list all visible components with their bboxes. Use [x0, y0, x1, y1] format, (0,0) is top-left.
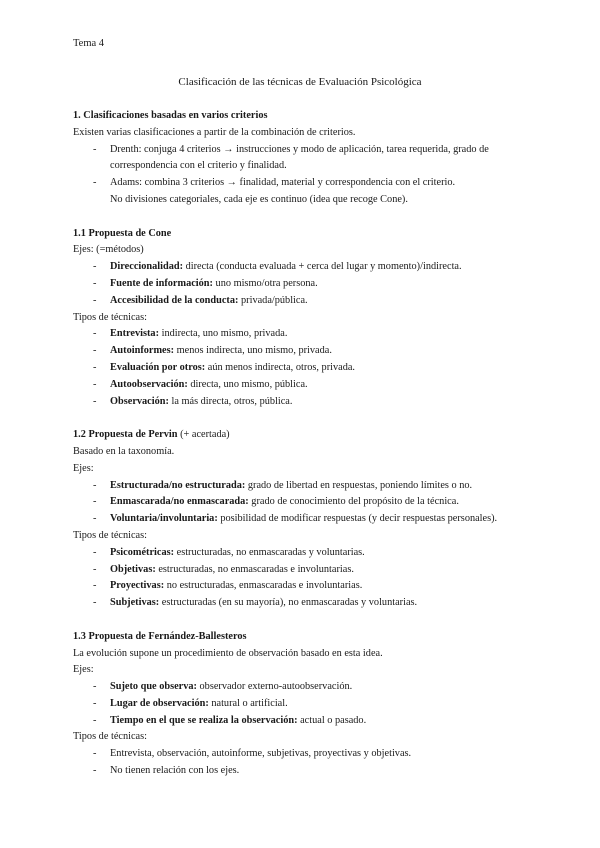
- list-item: [73, 326, 533, 343]
- term: Psicométricas:: [110, 546, 175, 558]
- ejes-list: [73, 259, 533, 309]
- term: Proyectivas:: [110, 580, 165, 592]
- list-item: [73, 511, 533, 528]
- section-1-2-heading: 1.2 Propuesta de Pervin: [73, 429, 178, 441]
- list-item: [73, 343, 533, 360]
- tipos-label: Tipos de técnicas:: [73, 311, 147, 323]
- term: Subjetivas:: [110, 597, 160, 609]
- list-item: - Entrevista, observación, autoinforme, subjetivas, proyectivas y objetivas.: [73, 746, 533, 763]
- term: Lugar de observación:: [110, 697, 209, 709]
- term: Voluntaria/involuntaria:: [110, 513, 218, 525]
- term: Observación:: [110, 395, 169, 407]
- ejes-label: Ejes:: [73, 664, 94, 676]
- term: Autoobservación:: [110, 378, 188, 390]
- term: Objetivas:: [110, 563, 156, 575]
- list-item: [73, 713, 533, 730]
- tipos-list: [73, 545, 533, 612]
- section-1-intro: Existen varias clasificaciones a partir de la combinación de criterios.: [73, 126, 356, 138]
- list-item: [73, 175, 533, 209]
- description: actual o pasado.: [297, 714, 367, 726]
- ejes-label: Ejes:: [73, 462, 94, 474]
- description: natural o artificial.: [208, 697, 288, 709]
- description: estructuradas, no enmascaradas y voluntarias.: [174, 546, 365, 558]
- list-item: [73, 394, 533, 411]
- description: estructuradas, no enmascaradas e involuntarias.: [155, 563, 354, 575]
- section-1-1-heading: 1.1 Propuesta de Cone: [73, 227, 172, 239]
- description: no estructuradas, enmascaradas e involuntarias.: [164, 580, 363, 592]
- document-title: Clasificación de las técnicas de Evaluación Psicológica: [178, 76, 422, 88]
- description: posibilidad de modificar respuestas (y decir respuestas personales).: [217, 513, 498, 525]
- list-item-line: correspondencia con el criterio y finalidad.: [110, 160, 287, 172]
- topic-label: Tema 4: [73, 38, 105, 49]
- section-1-1: [73, 226, 533, 411]
- description: estructuradas (en su mayoría), no enmascaradas y voluntarias.: [159, 597, 418, 609]
- list-item-line: No divisiones categoriales, cada eje es continuo (idea que recoge Cone).: [110, 193, 408, 205]
- tipos-list: [73, 326, 533, 410]
- description: directa (conducta evaluada + cerca del lugar y momento)/indirecta.: [183, 261, 462, 273]
- section-1-3-intro: La evolución supone un procedimiento de observación basado en esta idea.: [73, 647, 383, 659]
- description: indirecta, uno mismo, privada.: [159, 328, 288, 340]
- list-item: [73, 679, 533, 696]
- list-item: [73, 562, 533, 579]
- list-item: [73, 595, 533, 612]
- list-item-line: - Drenth: conjuga 4 criterios → instrucciones y modo de aplicación, tarea requerida, grado de: [110, 143, 489, 155]
- term: Entrevista:: [110, 328, 160, 340]
- description: observador externo-autoobservación.: [196, 681, 353, 693]
- term: Direccionalidad:: [110, 261, 184, 273]
- list-item: [73, 276, 533, 293]
- description: uno mismo/otra persona.: [212, 277, 318, 289]
- term: Tiempo en el que se realiza la observación:: [110, 714, 298, 726]
- section-1-2: [73, 427, 533, 612]
- term: Fuente de información:: [110, 277, 213, 289]
- section-1: [73, 108, 533, 209]
- list-item: [73, 293, 533, 310]
- list-item: [73, 478, 533, 495]
- list-item: [73, 377, 533, 394]
- document-body: [73, 108, 533, 797]
- list-item: [73, 545, 533, 562]
- term: Accesibilidad de la conducta:: [110, 294, 239, 306]
- list-item: [73, 259, 533, 276]
- description: grado de conocimiento del propósito de la técnica.: [248, 496, 459, 508]
- section-1-list: [73, 142, 533, 209]
- list-item: [73, 142, 533, 176]
- description: la más directa, otros, pública.: [168, 395, 293, 407]
- term: Sujeto que observa:: [110, 681, 197, 693]
- term: Evaluación por otros:: [110, 361, 206, 373]
- tipos-label: Tipos de técnicas:: [73, 529, 147, 541]
- description: menos indirecta, uno mismo, privada.: [174, 345, 332, 357]
- term: Enmascarada/no enmascarada:: [110, 496, 249, 508]
- description: grado de libertad en respuestas, poniendo límites o no.: [245, 479, 473, 491]
- list-item: - No tienen relación con los ejes.: [73, 763, 533, 780]
- section-1-3-heading: 1.3 Propuesta de Fernández-Ballesteros: [73, 630, 247, 642]
- section-1-2-intro: Basado en la taxonomía.: [73, 445, 175, 457]
- description: privada/pública.: [238, 294, 308, 306]
- heading-note: (+ acertada): [177, 429, 230, 441]
- term: Estructurada/no estructurada:: [110, 479, 246, 491]
- tipos-label: Tipos de técnicas:: [73, 731, 147, 743]
- description: directa, uno mismo, pública.: [187, 378, 308, 390]
- ejes-list: [73, 679, 533, 729]
- list-item: [73, 696, 533, 713]
- list-item: [73, 360, 533, 377]
- term: Autoinformes:: [110, 345, 175, 357]
- description: aún menos indirecta, otros, privada.: [205, 361, 356, 373]
- list-item-line: - Adams: combina 3 criterios → finalidad, material y correspondencia con el criterio.: [110, 177, 456, 189]
- section-1-3: [73, 629, 533, 780]
- section-1-2-heading-line: [73, 427, 533, 444]
- section-1-heading: 1. Clasificaciones basadas en varios criterios: [73, 110, 268, 121]
- ejes-list: [73, 478, 533, 528]
- tipos-list: [73, 746, 533, 780]
- ejes-label: Ejes: (=métodos): [73, 244, 144, 256]
- list-item: [73, 578, 533, 595]
- list-item: [73, 494, 533, 511]
